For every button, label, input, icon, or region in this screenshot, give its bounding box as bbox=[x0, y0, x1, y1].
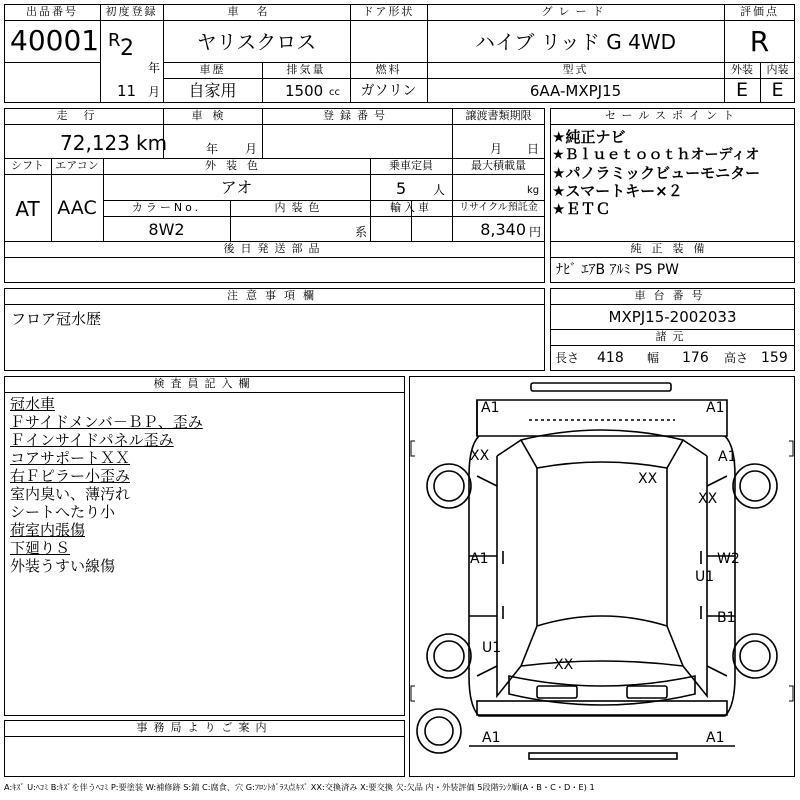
interior-color-unit: 系 bbox=[355, 225, 368, 239]
color-value: アオ bbox=[220, 178, 253, 197]
inspection-year-unit: 年 bbox=[206, 142, 219, 156]
history-value: 自家用 bbox=[188, 81, 237, 100]
displacement-unit: cc bbox=[329, 87, 340, 98]
car-diagram-outline bbox=[409, 376, 795, 777]
displacement-value: 1500 bbox=[285, 82, 324, 100]
inspector-line: Ｆサイドメンバ－ＢＰ、歪み bbox=[10, 413, 203, 431]
sales-point-item: ★純正ナビ bbox=[552, 128, 626, 146]
door-label: ドア形状 bbox=[362, 5, 415, 18]
car-name: ヤリスクロス bbox=[196, 30, 317, 54]
inspector-line: 外装うすい線傷 bbox=[10, 557, 116, 575]
inspector-line: コアサポートＸＸ bbox=[10, 449, 131, 467]
load-unit: kg bbox=[527, 185, 540, 196]
mileage-value: 72,123 bbox=[60, 131, 130, 155]
score-value: R bbox=[749, 25, 770, 58]
damage-mark: XX bbox=[698, 491, 718, 507]
model-label: 型式 bbox=[562, 63, 589, 76]
ac-value: AAC bbox=[57, 197, 97, 219]
int-label: 内装 bbox=[766, 63, 789, 76]
chassis-label: 車台番号 bbox=[634, 289, 711, 302]
score-label: 評価点 bbox=[740, 5, 779, 18]
load-label: 最大積載量 bbox=[471, 159, 526, 172]
height-label: 高さ bbox=[724, 351, 749, 365]
inspector-line: 荷室内張傷 bbox=[10, 521, 86, 539]
mileage-unit: km bbox=[136, 131, 168, 155]
damage-mark: A1 bbox=[718, 449, 737, 465]
inspector-label: 検査員記入欄 bbox=[153, 377, 256, 390]
color-no-label: カラーNo. bbox=[131, 201, 202, 214]
inspector-line: 冠水車 bbox=[10, 395, 56, 413]
damage-mark: A1 bbox=[706, 400, 725, 416]
inspector-line: 室内臭い、薄汚れ bbox=[10, 485, 131, 503]
inspection-month-unit: 月 bbox=[245, 142, 258, 156]
fuel-value: ガソリン bbox=[360, 83, 417, 99]
notes-value: フロア冠水歴 bbox=[11, 310, 102, 328]
recycle-value: 8,340 bbox=[480, 220, 526, 239]
chassis-value: MXPJ15-2002033 bbox=[608, 308, 737, 326]
mileage-label: 走行 bbox=[56, 109, 111, 122]
sales-point-item: ★スマートキー×２ bbox=[552, 182, 683, 200]
reg-era: R bbox=[108, 30, 121, 51]
displacement-label: 排気量 bbox=[286, 63, 326, 76]
recycle-unit: 円 bbox=[529, 225, 542, 239]
width-label: 幅 bbox=[647, 351, 660, 365]
transfer-month-unit: 月 bbox=[490, 142, 503, 156]
damage-mark: A1 bbox=[481, 400, 500, 416]
legend-text: A:ｷｽﾞ U:ﾍｺﾐ B:ｷｽﾞを伴うﾍｺﾐ P:要塗装 W:補修跡 S:錆 C:腐食、穴 G:ﾌﾛﾝﾄｶﾞﾗｽ点ｷｽﾞ XX:交換済み X:要交換 欠:欠品 内・外装評価 5段階ﾗﾝｸ順(A・B・C・D・E) 1 bbox=[4, 782, 595, 792]
lot-number: 40001 bbox=[10, 24, 100, 57]
first-reg-label: 初度登録 bbox=[105, 5, 158, 18]
capacity-label: 乗車定員 bbox=[389, 159, 433, 172]
damage-mark: XX bbox=[554, 657, 574, 673]
reg-month: 11 bbox=[117, 82, 137, 100]
parts-label: 後日発送部品 bbox=[223, 242, 326, 255]
inspector-lines bbox=[10, 395, 400, 575]
reg-no-label: 登録番号 bbox=[323, 109, 391, 122]
damage-mark: A1 bbox=[482, 730, 501, 746]
inspector-line: シートへたり小 bbox=[10, 503, 116, 521]
damage-mark: A1 bbox=[470, 551, 489, 567]
damage-mark: U1 bbox=[482, 640, 502, 656]
recycle-label: リサイクル預託金 bbox=[459, 202, 538, 213]
inspector-line: Ｆインサイドパネル歪み bbox=[10, 431, 174, 449]
fuel-label: 燃料 bbox=[375, 63, 402, 76]
inspector-line: 下廻りＳ bbox=[10, 539, 71, 557]
ext-score: E bbox=[735, 79, 748, 101]
ac-label: エアコン bbox=[55, 159, 99, 172]
model-value: 6AA-MXPJ15 bbox=[529, 82, 622, 100]
office-label: 事務局よりご案内 bbox=[136, 721, 273, 734]
length-value: 418 bbox=[597, 350, 624, 366]
import-label: 輸入車 bbox=[390, 201, 432, 214]
grade-label: グレード bbox=[541, 5, 610, 18]
sales-point-item: ★パノラミックビューモニター bbox=[552, 164, 761, 182]
sales-points-label: セールスポイント bbox=[604, 109, 740, 122]
car-name-label: 車名 bbox=[227, 5, 286, 18]
ext-label: 外装 bbox=[731, 63, 753, 76]
int-score: E bbox=[771, 79, 784, 101]
damage-mark: XX bbox=[638, 471, 658, 487]
inspection-label: 車検 bbox=[191, 109, 234, 122]
reg-year: 2 bbox=[120, 36, 134, 61]
length-label: 長さ bbox=[555, 351, 580, 365]
color-label: 外装色 bbox=[205, 159, 268, 172]
reg-year-unit: 年 bbox=[148, 61, 161, 75]
damage-mark: A1 bbox=[706, 730, 725, 746]
height-value: 159 bbox=[761, 350, 788, 366]
sales-points-list bbox=[552, 128, 794, 218]
dims-label: 諸元 bbox=[655, 330, 690, 343]
notes-label: 注意事項欄 bbox=[227, 289, 322, 302]
transfer-label: 譲渡書類期限 bbox=[465, 109, 532, 122]
history-label: 車歴 bbox=[199, 63, 226, 76]
capacity-value: 5 bbox=[396, 179, 407, 198]
color-no-value: 8W2 bbox=[148, 220, 185, 239]
sales-point-item: ★Ｂｌｕｅｔｏｏｔｈオーディオ bbox=[552, 147, 760, 163]
grade-value: ハイブ リッド G 4WD bbox=[474, 30, 677, 54]
damage-mark: U1 bbox=[695, 569, 715, 585]
damage-mark: B1 bbox=[717, 610, 736, 626]
transfer-day-unit: 日 bbox=[527, 142, 540, 156]
shift-label: シフト bbox=[11, 159, 44, 172]
width-value: 176 bbox=[682, 350, 709, 366]
damage-mark: W2 bbox=[717, 551, 740, 567]
sales-point-item: ★ＥＴＣ bbox=[552, 200, 611, 218]
capacity-unit: 人 bbox=[433, 183, 446, 197]
genuine-equipment-label: 純正装備 bbox=[630, 242, 715, 255]
interior-color-label: 内装色 bbox=[274, 201, 326, 214]
inspector-line: 右Ｆピラー小歪み bbox=[10, 467, 131, 485]
genuine-equipment-value: ﾅﾋﾞ ｴｱB ｱﾙﾐ PS PW bbox=[556, 262, 680, 278]
reg-month-unit: 月 bbox=[148, 85, 161, 99]
damage-mark: XX bbox=[470, 448, 490, 464]
shift-value: AT bbox=[15, 197, 40, 221]
lot-label: 出品番号 bbox=[26, 5, 78, 18]
